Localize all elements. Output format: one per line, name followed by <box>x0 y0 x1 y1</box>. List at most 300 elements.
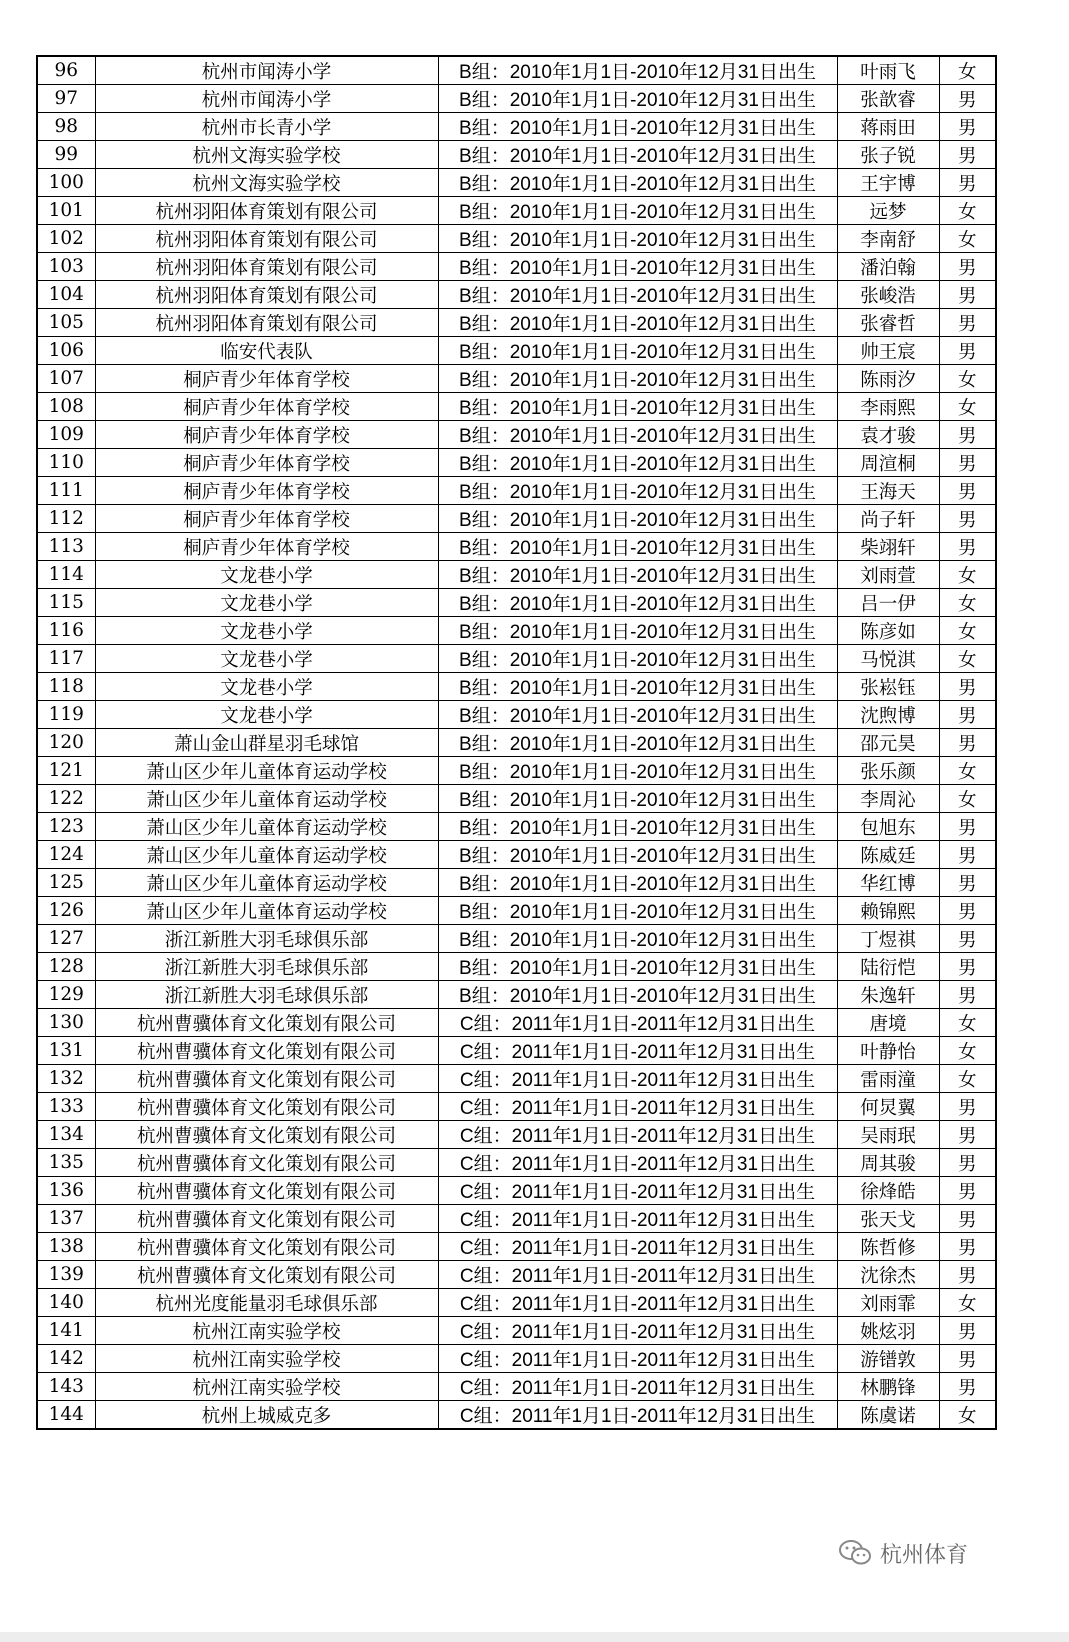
gender-cell: 男 <box>939 85 996 113</box>
unit-cell: 萧山区少年儿童体育运动学校 <box>95 757 438 785</box>
athlete-name-cell: 潘泊翰 <box>837 253 939 281</box>
athlete-name-cell: 雷雨潼 <box>837 1065 939 1093</box>
gender-cell: 男 <box>939 1205 996 1233</box>
table-row <box>37 85 996 113</box>
group-cell: B组：2010年1月1日-2010年12月31日出生 <box>438 197 837 225</box>
group-cell: B组：2010年1月1日-2010年12月31日出生 <box>438 813 837 841</box>
unit-cell: 杭州江南实验学校 <box>95 1317 438 1345</box>
athlete-name-cell: 陈虞诺 <box>837 1401 939 1430</box>
row-number-cell: 106 <box>37 337 95 365</box>
group-cell: B组：2010年1月1日-2010年12月31日出生 <box>438 309 837 337</box>
gender-cell: 男 <box>939 953 996 981</box>
athlete-name-cell: 姚炫羽 <box>837 1317 939 1345</box>
group-cell: C组：2011年1月1日-2011年12月31日出生 <box>438 1373 837 1401</box>
group-cell: B组：2010年1月1日-2010年12月31日出生 <box>438 337 837 365</box>
athlete-name-cell: 华红博 <box>837 869 939 897</box>
athlete-name-cell: 陈哲修 <box>837 1233 939 1261</box>
group-cell: B组：2010年1月1日-2010年12月31日出生 <box>438 477 837 505</box>
unit-cell: 杭州市闻涛小学 <box>95 85 438 113</box>
unit-cell: 杭州江南实验学校 <box>95 1345 438 1373</box>
athlete-name-cell: 柴翊轩 <box>837 533 939 561</box>
table-row <box>37 1205 996 1233</box>
table-row <box>37 365 996 393</box>
athlete-name-cell: 周其骏 <box>837 1149 939 1177</box>
unit-cell: 萧山区少年儿童体育运动学校 <box>95 785 438 813</box>
gender-cell: 女 <box>939 1009 996 1037</box>
table-row <box>37 841 996 869</box>
table-row <box>37 197 996 225</box>
row-number-cell: 113 <box>37 533 95 561</box>
athlete-name-cell: 朱逸轩 <box>837 981 939 1009</box>
gender-cell: 男 <box>939 1373 996 1401</box>
gender-cell: 女 <box>939 225 996 253</box>
row-number-cell: 132 <box>37 1065 95 1093</box>
gender-cell: 男 <box>939 281 996 309</box>
group-cell: B组：2010年1月1日-2010年12月31日出生 <box>438 617 837 645</box>
row-number-cell: 112 <box>37 505 95 533</box>
table-row <box>37 533 996 561</box>
athlete-name-cell: 陈雨汐 <box>837 365 939 393</box>
gender-cell: 男 <box>939 1093 996 1121</box>
table-row <box>37 309 996 337</box>
group-cell: C组：2011年1月1日-2011年12月31日出生 <box>438 1205 837 1233</box>
wechat-icon <box>838 1538 872 1568</box>
unit-cell: 浙江新胜大羽毛球俱乐部 <box>95 953 438 981</box>
athlete-name-cell: 徐烽皓 <box>837 1177 939 1205</box>
athlete-name-cell: 尚子轩 <box>837 505 939 533</box>
group-cell: C组：2011年1月1日-2011年12月31日出生 <box>438 1121 837 1149</box>
athlete-name-cell: 陆衍恺 <box>837 953 939 981</box>
row-number-cell: 121 <box>37 757 95 785</box>
row-number-cell: 141 <box>37 1317 95 1345</box>
athlete-name-cell: 张天戈 <box>837 1205 939 1233</box>
athlete-name-cell: 帅王宸 <box>837 337 939 365</box>
row-number-cell: 137 <box>37 1205 95 1233</box>
table-row <box>37 253 996 281</box>
athlete-name-cell: 陈彦如 <box>837 617 939 645</box>
row-number-cell: 133 <box>37 1093 95 1121</box>
unit-cell: 桐庐青少年体育学校 <box>95 449 438 477</box>
athlete-name-cell: 周渲桐 <box>837 449 939 477</box>
athlete-name-cell: 赖锦熙 <box>837 897 939 925</box>
gender-cell: 男 <box>939 449 996 477</box>
table-row <box>37 785 996 813</box>
group-cell: B组：2010年1月1日-2010年12月31日出生 <box>438 869 837 897</box>
group-cell: C组：2011年1月1日-2011年12月31日出生 <box>438 1345 837 1373</box>
athlete-name-cell: 唐境 <box>837 1009 939 1037</box>
table-row <box>37 981 996 1009</box>
athlete-name-cell: 游镨敦 <box>837 1345 939 1373</box>
row-number-cell: 139 <box>37 1261 95 1289</box>
unit-cell: 萧山区少年儿童体育运动学校 <box>95 869 438 897</box>
unit-cell: 杭州羽阳体育策划有限公司 <box>95 253 438 281</box>
table-row <box>37 1009 996 1037</box>
unit-cell: 文龙巷小学 <box>95 701 438 729</box>
athlete-name-cell: 吕一伊 <box>837 589 939 617</box>
gender-cell: 男 <box>939 1121 996 1149</box>
group-cell: B组：2010年1月1日-2010年12月31日出生 <box>438 533 837 561</box>
table-row <box>37 281 996 309</box>
athlete-name-cell: 何炅翼 <box>837 1093 939 1121</box>
row-number-cell: 98 <box>37 113 95 141</box>
unit-cell: 杭州曹骥体育文化策划有限公司 <box>95 1261 438 1289</box>
gender-cell: 女 <box>939 757 996 785</box>
group-cell: B组：2010年1月1日-2010年12月31日出生 <box>438 449 837 477</box>
table-row <box>37 1345 996 1373</box>
gender-cell: 女 <box>939 365 996 393</box>
unit-cell: 桐庐青少年体育学校 <box>95 365 438 393</box>
table-row <box>37 729 996 757</box>
unit-cell: 文龙巷小学 <box>95 617 438 645</box>
group-cell: B组：2010年1月1日-2010年12月31日出生 <box>438 421 837 449</box>
table-row <box>37 561 996 589</box>
unit-cell: 桐庐青少年体育学校 <box>95 533 438 561</box>
table-row <box>37 141 996 169</box>
unit-cell: 桐庐青少年体育学校 <box>95 421 438 449</box>
watermark <box>838 1535 968 1571</box>
row-number-cell: 126 <box>37 897 95 925</box>
gender-cell: 男 <box>939 337 996 365</box>
row-number-cell: 140 <box>37 1289 95 1317</box>
unit-cell: 杭州羽阳体育策划有限公司 <box>95 197 438 225</box>
gender-cell: 男 <box>939 505 996 533</box>
unit-cell: 临安代表队 <box>95 337 438 365</box>
gender-cell: 男 <box>939 169 996 197</box>
gender-cell: 男 <box>939 1261 996 1289</box>
row-number-cell: 116 <box>37 617 95 645</box>
athlete-name-cell: 林鹏锋 <box>837 1373 939 1401</box>
row-number-cell: 100 <box>37 169 95 197</box>
table-row <box>37 673 996 701</box>
unit-cell: 杭州羽阳体育策划有限公司 <box>95 281 438 309</box>
row-number-cell: 110 <box>37 449 95 477</box>
gender-cell: 女 <box>939 561 996 589</box>
unit-cell: 浙江新胜大羽毛球俱乐部 <box>95 981 438 1009</box>
table-row <box>37 1065 996 1093</box>
athlete-name-cell: 张睿哲 <box>837 309 939 337</box>
unit-cell: 杭州曹骥体育文化策划有限公司 <box>95 1177 438 1205</box>
unit-cell: 桐庐青少年体育学校 <box>95 477 438 505</box>
gender-cell: 男 <box>939 253 996 281</box>
unit-cell: 浙江新胜大羽毛球俱乐部 <box>95 925 438 953</box>
unit-cell: 文龙巷小学 <box>95 645 438 673</box>
table-row <box>37 897 996 925</box>
group-cell: B组：2010年1月1日-2010年12月31日出生 <box>438 897 837 925</box>
gender-cell: 女 <box>939 197 996 225</box>
row-number-cell: 101 <box>37 197 95 225</box>
group-cell: B组：2010年1月1日-2010年12月31日出生 <box>438 645 837 673</box>
athlete-name-cell: 蒋雨田 <box>837 113 939 141</box>
row-number-cell: 109 <box>37 421 95 449</box>
row-number-cell: 125 <box>37 869 95 897</box>
group-cell: B组：2010年1月1日-2010年12月31日出生 <box>438 85 837 113</box>
athlete-name-cell: 张歆睿 <box>837 85 939 113</box>
athlete-name-cell: 李南舒 <box>837 225 939 253</box>
table-row <box>37 1121 996 1149</box>
group-cell: C组：2011年1月1日-2011年12月31日出生 <box>438 1009 837 1037</box>
row-number-cell: 107 <box>37 365 95 393</box>
gender-cell: 男 <box>939 1345 996 1373</box>
gender-cell: 女 <box>939 1289 996 1317</box>
athlete-name-cell: 包旭东 <box>837 813 939 841</box>
unit-cell: 杭州曹骥体育文化策划有限公司 <box>95 1205 438 1233</box>
row-number-cell: 103 <box>37 253 95 281</box>
group-cell: B组：2010年1月1日-2010年12月31日出生 <box>438 925 837 953</box>
unit-cell: 杭州上城威克多 <box>95 1401 438 1430</box>
group-cell: C组：2011年1月1日-2011年12月31日出生 <box>438 1065 837 1093</box>
table-row <box>37 1177 996 1205</box>
athlete-name-cell: 丁煜祺 <box>837 925 939 953</box>
gender-cell: 男 <box>939 1177 996 1205</box>
gender-cell: 男 <box>939 925 996 953</box>
gender-cell: 男 <box>939 1317 996 1345</box>
athlete-name-cell: 李雨熙 <box>837 393 939 421</box>
unit-cell: 杭州曹骥体育文化策划有限公司 <box>95 1233 438 1261</box>
row-number-cell: 135 <box>37 1149 95 1177</box>
unit-cell: 杭州曹骥体育文化策划有限公司 <box>95 1009 438 1037</box>
athlete-name-cell: 邵元昊 <box>837 729 939 757</box>
unit-cell: 桐庐青少年体育学校 <box>95 505 438 533</box>
row-number-cell: 128 <box>37 953 95 981</box>
table-row <box>37 337 996 365</box>
table-row <box>37 1373 996 1401</box>
row-number-cell: 99 <box>37 141 95 169</box>
table-row <box>37 477 996 505</box>
table-row <box>37 645 996 673</box>
group-cell: B组：2010年1月1日-2010年12月31日出生 <box>438 981 837 1009</box>
athlete-name-cell: 张子锐 <box>837 141 939 169</box>
unit-cell: 萧山区少年儿童体育运动学校 <box>95 841 438 869</box>
unit-cell: 文龙巷小学 <box>95 673 438 701</box>
gender-cell: 女 <box>939 589 996 617</box>
row-number-cell: 104 <box>37 281 95 309</box>
group-cell: C组：2011年1月1日-2011年12月31日出生 <box>438 1289 837 1317</box>
table-row <box>37 169 996 197</box>
row-number-cell: 144 <box>37 1401 95 1430</box>
table-row <box>37 1401 996 1430</box>
gender-cell: 男 <box>939 113 996 141</box>
row-number-cell: 131 <box>37 1037 95 1065</box>
group-cell: C组：2011年1月1日-2011年12月31日出生 <box>438 1037 837 1065</box>
page-bottom-bar <box>0 1632 1069 1642</box>
row-number-cell: 118 <box>37 673 95 701</box>
row-number-cell: 105 <box>37 309 95 337</box>
row-number-cell: 115 <box>37 589 95 617</box>
gender-cell: 男 <box>939 1149 996 1177</box>
athlete-name-cell: 叶雨飞 <box>837 56 939 85</box>
unit-cell: 杭州市闻涛小学 <box>95 56 438 85</box>
unit-cell: 杭州曹骥体育文化策划有限公司 <box>95 1149 438 1177</box>
gender-cell: 女 <box>939 1037 996 1065</box>
unit-cell: 杭州江南实验学校 <box>95 1373 438 1401</box>
group-cell: B组：2010年1月1日-2010年12月31日出生 <box>438 113 837 141</box>
group-cell: C组：2011年1月1日-2011年12月31日出生 <box>438 1093 837 1121</box>
row-number-cell: 134 <box>37 1121 95 1149</box>
group-cell: B组：2010年1月1日-2010年12月31日出生 <box>438 841 837 869</box>
group-cell: B组：2010年1月1日-2010年12月31日出生 <box>438 56 837 85</box>
gender-cell: 女 <box>939 645 996 673</box>
row-number-cell: 123 <box>37 813 95 841</box>
unit-cell: 杭州光度能量羽毛球俱乐部 <box>95 1289 438 1317</box>
table-row <box>37 617 996 645</box>
unit-cell: 萧山区少年儿童体育运动学校 <box>95 897 438 925</box>
gender-cell: 男 <box>939 981 996 1009</box>
group-cell: B组：2010年1月1日-2010年12月31日出生 <box>438 729 837 757</box>
table-row <box>37 813 996 841</box>
gender-cell: 男 <box>939 729 996 757</box>
group-cell: B组：2010年1月1日-2010年12月31日出生 <box>438 589 837 617</box>
row-number-cell: 97 <box>37 85 95 113</box>
athlete-name-cell: 叶静怡 <box>837 1037 939 1065</box>
group-cell: C组：2011年1月1日-2011年12月31日出生 <box>438 1233 837 1261</box>
group-cell: B组：2010年1月1日-2010年12月31日出生 <box>438 393 837 421</box>
gender-cell: 男 <box>939 141 996 169</box>
gender-cell: 男 <box>939 841 996 869</box>
row-number-cell: 124 <box>37 841 95 869</box>
table-row <box>37 869 996 897</box>
athlete-name-cell: 李周沁 <box>837 785 939 813</box>
unit-cell: 杭州文海实验学校 <box>95 169 438 197</box>
group-cell: B组：2010年1月1日-2010年12月31日出生 <box>438 141 837 169</box>
gender-cell: 男 <box>939 813 996 841</box>
row-number-cell: 136 <box>37 1177 95 1205</box>
table-row <box>37 589 996 617</box>
group-cell: C组：2011年1月1日-2011年12月31日出生 <box>438 1149 837 1177</box>
athlete-name-cell: 远梦 <box>837 197 939 225</box>
group-cell: C组：2011年1月1日-2011年12月31日出生 <box>438 1317 837 1345</box>
athlete-name-cell: 吴雨珉 <box>837 1121 939 1149</box>
unit-cell: 文龙巷小学 <box>95 589 438 617</box>
gender-cell: 男 <box>939 477 996 505</box>
unit-cell: 萧山区少年儿童体育运动学校 <box>95 813 438 841</box>
athlete-name-cell: 袁才骏 <box>837 421 939 449</box>
unit-cell: 桐庐青少年体育学校 <box>95 393 438 421</box>
table-row <box>37 925 996 953</box>
gender-cell: 女 <box>939 1065 996 1093</box>
gender-cell: 男 <box>939 421 996 449</box>
unit-cell: 杭州羽阳体育策划有限公司 <box>95 309 438 337</box>
row-number-cell: 130 <box>37 1009 95 1037</box>
row-number-cell: 117 <box>37 645 95 673</box>
table-row <box>37 1149 996 1177</box>
watermark-text: 杭州体育 <box>880 1542 969 1568</box>
table-row <box>37 225 996 253</box>
group-cell: B组：2010年1月1日-2010年12月31日出生 <box>438 281 837 309</box>
unit-cell: 文龙巷小学 <box>95 561 438 589</box>
table-row <box>37 1289 996 1317</box>
table-row <box>37 953 996 981</box>
group-cell: C组：2011年1月1日-2011年12月31日出生 <box>438 1261 837 1289</box>
athlete-name-cell: 陈威廷 <box>837 841 939 869</box>
row-number-cell: 127 <box>37 925 95 953</box>
group-cell: B组：2010年1月1日-2010年12月31日出生 <box>438 169 837 197</box>
table-row <box>37 449 996 477</box>
unit-cell: 杭州羽阳体育策划有限公司 <box>95 225 438 253</box>
unit-cell: 萧山金山群星羽毛球馆 <box>95 729 438 757</box>
group-cell: B组：2010年1月1日-2010年12月31日出生 <box>438 673 837 701</box>
roster-table <box>36 55 997 1430</box>
athlete-name-cell: 张峻浩 <box>837 281 939 309</box>
gender-cell: 女 <box>939 56 996 85</box>
row-number-cell: 138 <box>37 1233 95 1261</box>
unit-cell: 杭州曹骥体育文化策划有限公司 <box>95 1121 438 1149</box>
table-row <box>37 1261 996 1289</box>
table-row <box>37 1317 996 1345</box>
table-row <box>37 1093 996 1121</box>
group-cell: C组：2011年1月1日-2011年12月31日出生 <box>438 1177 837 1205</box>
table-row <box>37 113 996 141</box>
gender-cell: 男 <box>939 533 996 561</box>
gender-cell: 男 <box>939 1233 996 1261</box>
group-cell: B组：2010年1月1日-2010年12月31日出生 <box>438 225 837 253</box>
table-row <box>37 421 996 449</box>
gender-cell: 女 <box>939 785 996 813</box>
table-row <box>37 701 996 729</box>
row-number-cell: 143 <box>37 1373 95 1401</box>
row-number-cell: 122 <box>37 785 95 813</box>
row-number-cell: 96 <box>37 56 95 85</box>
group-cell: C组：2011年1月1日-2011年12月31日出生 <box>438 1401 837 1430</box>
group-cell: B组：2010年1月1日-2010年12月31日出生 <box>438 757 837 785</box>
table-row <box>37 1233 996 1261</box>
row-number-cell: 114 <box>37 561 95 589</box>
unit-cell: 杭州文海实验学校 <box>95 141 438 169</box>
row-number-cell: 111 <box>37 477 95 505</box>
row-number-cell: 102 <box>37 225 95 253</box>
row-number-cell: 129 <box>37 981 95 1009</box>
athlete-name-cell: 沈煦博 <box>837 701 939 729</box>
group-cell: B组：2010年1月1日-2010年12月31日出生 <box>438 785 837 813</box>
gender-cell: 女 <box>939 617 996 645</box>
table-row <box>37 56 996 85</box>
group-cell: B组：2010年1月1日-2010年12月31日出生 <box>438 561 837 589</box>
unit-cell: 杭州曹骥体育文化策划有限公司 <box>95 1093 438 1121</box>
gender-cell: 男 <box>939 701 996 729</box>
athlete-name-cell: 张乐颜 <box>837 757 939 785</box>
gender-cell: 男 <box>939 897 996 925</box>
row-number-cell: 108 <box>37 393 95 421</box>
athlete-name-cell: 张崧钰 <box>837 673 939 701</box>
athlete-name-cell: 王海天 <box>837 477 939 505</box>
unit-cell: 杭州曹骥体育文化策划有限公司 <box>95 1037 438 1065</box>
gender-cell: 女 <box>939 1401 996 1430</box>
gender-cell: 男 <box>939 869 996 897</box>
athlete-name-cell: 沈徐杰 <box>837 1261 939 1289</box>
group-cell: B组：2010年1月1日-2010年12月31日出生 <box>438 505 837 533</box>
athlete-name-cell: 马悦淇 <box>837 645 939 673</box>
athlete-name-cell: 王宇博 <box>837 169 939 197</box>
table-row <box>37 393 996 421</box>
athlete-name-cell: 刘雨霏 <box>837 1289 939 1317</box>
group-cell: B组：2010年1月1日-2010年12月31日出生 <box>438 701 837 729</box>
group-cell: B组：2010年1月1日-2010年12月31日出生 <box>438 253 837 281</box>
gender-cell: 女 <box>939 393 996 421</box>
unit-cell: 杭州市长青小学 <box>95 113 438 141</box>
unit-cell: 杭州曹骥体育文化策划有限公司 <box>95 1065 438 1093</box>
group-cell: B组：2010年1月1日-2010年12月31日出生 <box>438 365 837 393</box>
roster-body <box>37 56 996 1429</box>
table-row <box>37 1037 996 1065</box>
row-number-cell: 142 <box>37 1345 95 1373</box>
group-cell: B组：2010年1月1日-2010年12月31日出生 <box>438 953 837 981</box>
athlete-name-cell: 刘雨萱 <box>837 561 939 589</box>
table-row <box>37 757 996 785</box>
gender-cell: 男 <box>939 309 996 337</box>
row-number-cell: 120 <box>37 729 95 757</box>
row-number-cell: 119 <box>37 701 95 729</box>
table-row <box>37 505 996 533</box>
gender-cell: 男 <box>939 673 996 701</box>
